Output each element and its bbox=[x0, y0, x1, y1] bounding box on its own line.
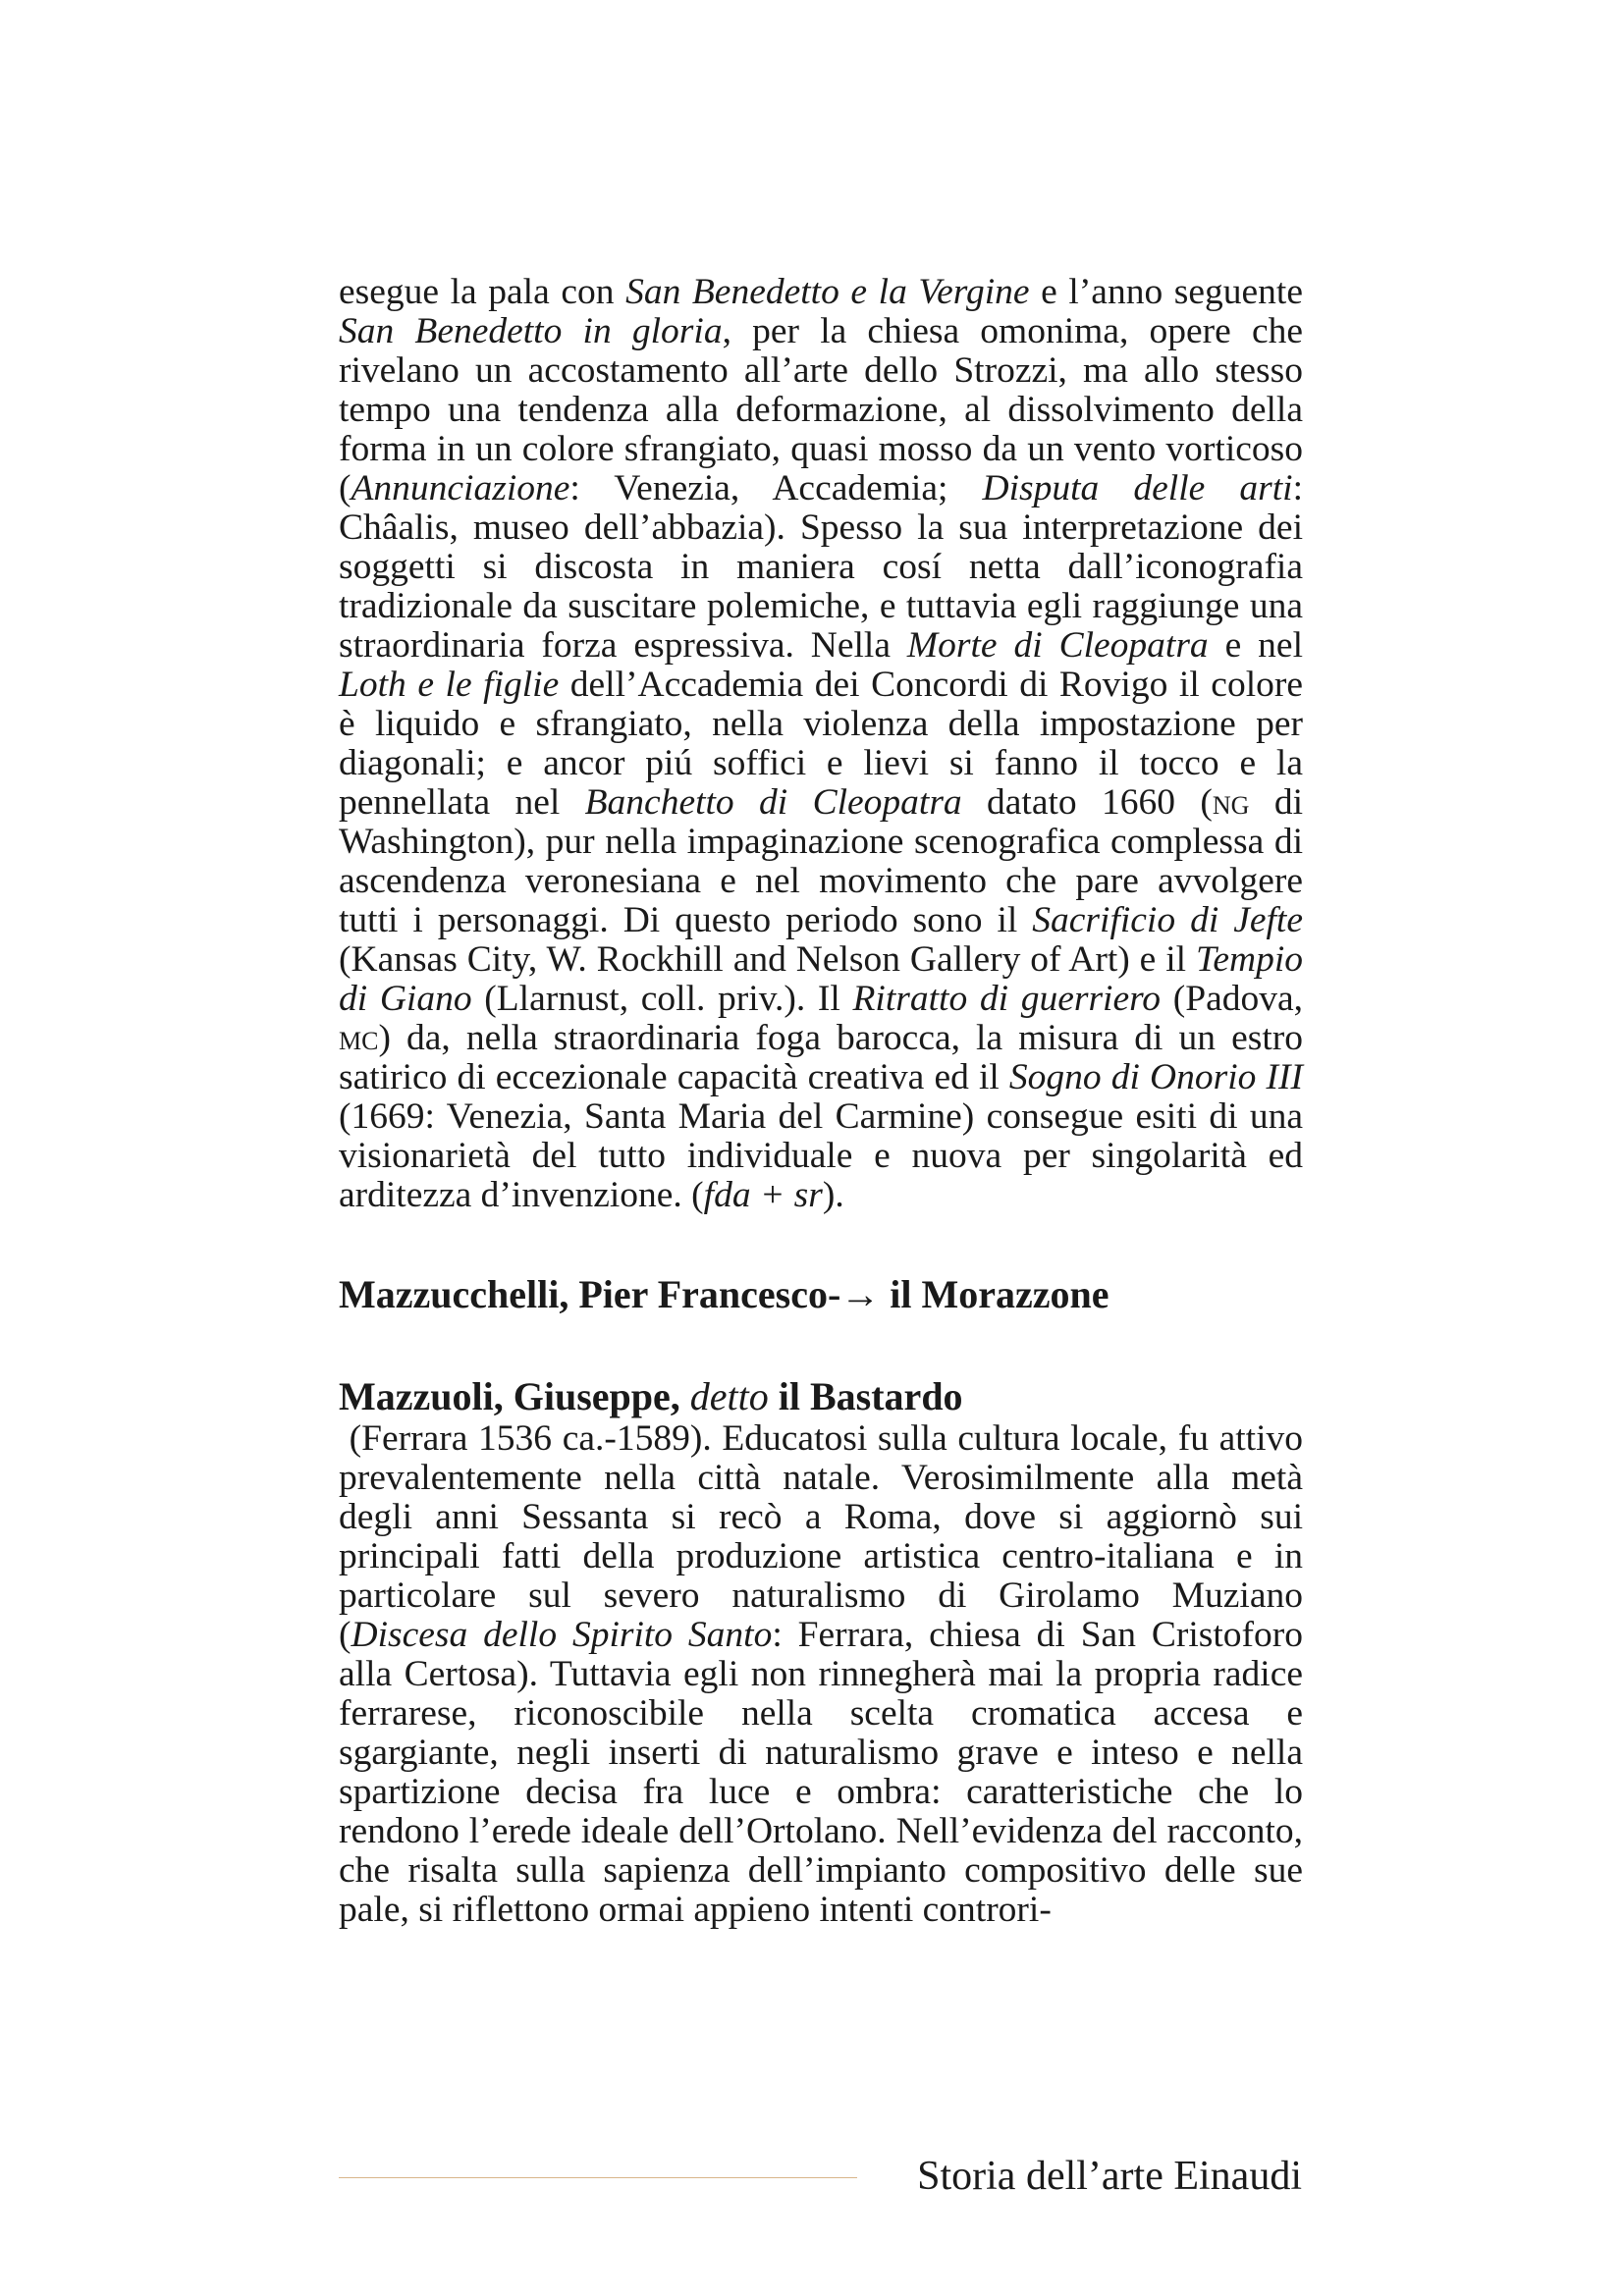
artwork-title: Banchetto di Cleopatra bbox=[584, 782, 962, 823]
artwork-title: Loth e le figlie bbox=[339, 665, 560, 705]
author-initials: fda + sr bbox=[703, 1175, 823, 1215]
artwork-title: Sogno di Onorio III bbox=[1008, 1057, 1303, 1097]
abbreviation: mc bbox=[339, 1018, 379, 1058]
detto-label: detto bbox=[689, 1374, 769, 1418]
artwork-title: Sacrificio di Jefte bbox=[1032, 900, 1303, 940]
paragraph-continued: esegue la pala con San Benedetto e la Vergine e l’anno seguente San Benedetto in gloria, per la chiesa omonima, opere che rivelano un accostamento all’arte dello Strozzi, ma allo stesso tempo una tendenza alla deformazione, al dissolvimento della forma in un colore sfrangiato, quasi mosso da un vento vorticoso (Annunciazione: Venezia, Accademia; Disputa delle arti: Châalis, museo dell’abbazia). Spesso la sua interpretazione dei soggetti si discosta in maniera cosí netta dall’iconografia tradizionale da suscitare polemiche, e tuttavia egli raggiunge una straordinaria forza espressiva. Nella Morte di Cleopatra e nel Loth e le figlie dell’Accademia dei Concordi di Rovigo il colore è liquido e sfrangiato, nella violenza della impostazione per diagonali; e ancor piú soffici e lievi si fanno il tocco e la pennellata nel Banchetto di Cleopatra datato 1660 (ng di Washington), pur nella impaginazione scenografica complessa di ascendenza veronesiana e nel movimento che pare avvolgere tutti i personaggi. Di questo periodo sono il Sacrificio di Jefte (Kansas City, W. Rockhill and Nelson Gallery of Art) e il Tempio di Giano (Llarnust, coll. priv.). Il Ritratto di guerriero (Padova, mc) da, nella straordinaria foga barocca, la misura di un estro satirico di eccezionale capacità creativa ed il Sogno di Onorio III (1669: Venezia, Santa Maria del Carmine) consegue esiti di una visionarietà del tutto individuale e nuova per singolarità ed arditezza d’invenzione. (fda + sr). bbox=[339, 272, 1304, 1215]
artwork-title: Discesa dello Spirito Santo bbox=[351, 1615, 773, 1655]
paragraph-mazzuoli: (Ferrara 1536 ca.-1589). Educatosi sulla cultura locale, fu attivo prevalentemente nella città natale. Verosimilmente alla metà degli anni Sessanta si recò a Roma, dove si aggiornò sui principali fatti della produzione artistica centro-italiana e in particolare sul severo naturalismo di Girolamo Muziano (Discesa dello Spirito Santo: Ferrara, chiesa di San Cristoforo alla Certosa). Tuttavia egli non rinnegherà mai la propria radice ferrarese, riconoscibile nella scelta cromatica accesa e sgargiante, negli inserti di naturalismo grave e inteso e nella spartizione decisa fra luce e ombra: caratteristiche che lo rendono l’erede ideale dell’Ortolano. Nell’evidenza del racconto, che risalta sulla sapienza dell’impianto compositivo delle sue pale, si riflettono ormai appieno intenti controri- bbox=[339, 1418, 1303, 1930]
artwork-title: Tempio di Giano bbox=[339, 939, 1303, 1019]
artwork-title: Morte di Cleopatra bbox=[906, 625, 1209, 666]
entry-name: Mazzucchelli, Pier Francesco bbox=[339, 1272, 828, 1316]
body-text bbox=[339, 273, 1303, 1930]
cross-reference-arrow: -→ bbox=[827, 1272, 891, 1316]
entry-alias: il Bastardo bbox=[778, 1374, 963, 1418]
entry-heading-mazzuoli bbox=[339, 1374, 1303, 1419]
entry-name: Mazzuoli, Giuseppe, bbox=[339, 1374, 680, 1418]
artwork-title: San Benedetto e la Vergine bbox=[625, 272, 1030, 312]
abbreviation: ng bbox=[1212, 782, 1250, 823]
entry-heading-mazzucchelli bbox=[339, 1272, 1303, 1317]
artwork-title: Ritratto di guerriero bbox=[852, 979, 1162, 1019]
footer-rule bbox=[339, 2177, 857, 2178]
cross-reference-target[interactable]: il Morazzone bbox=[890, 1272, 1109, 1316]
artwork-title: San Benedetto in gloria bbox=[339, 311, 723, 351]
footer-title: Storia dell’arte Einaudi bbox=[917, 2154, 1302, 2199]
artwork-title: Disputa delle arti bbox=[982, 468, 1293, 508]
artwork-title: Annunciazione bbox=[351, 468, 570, 508]
